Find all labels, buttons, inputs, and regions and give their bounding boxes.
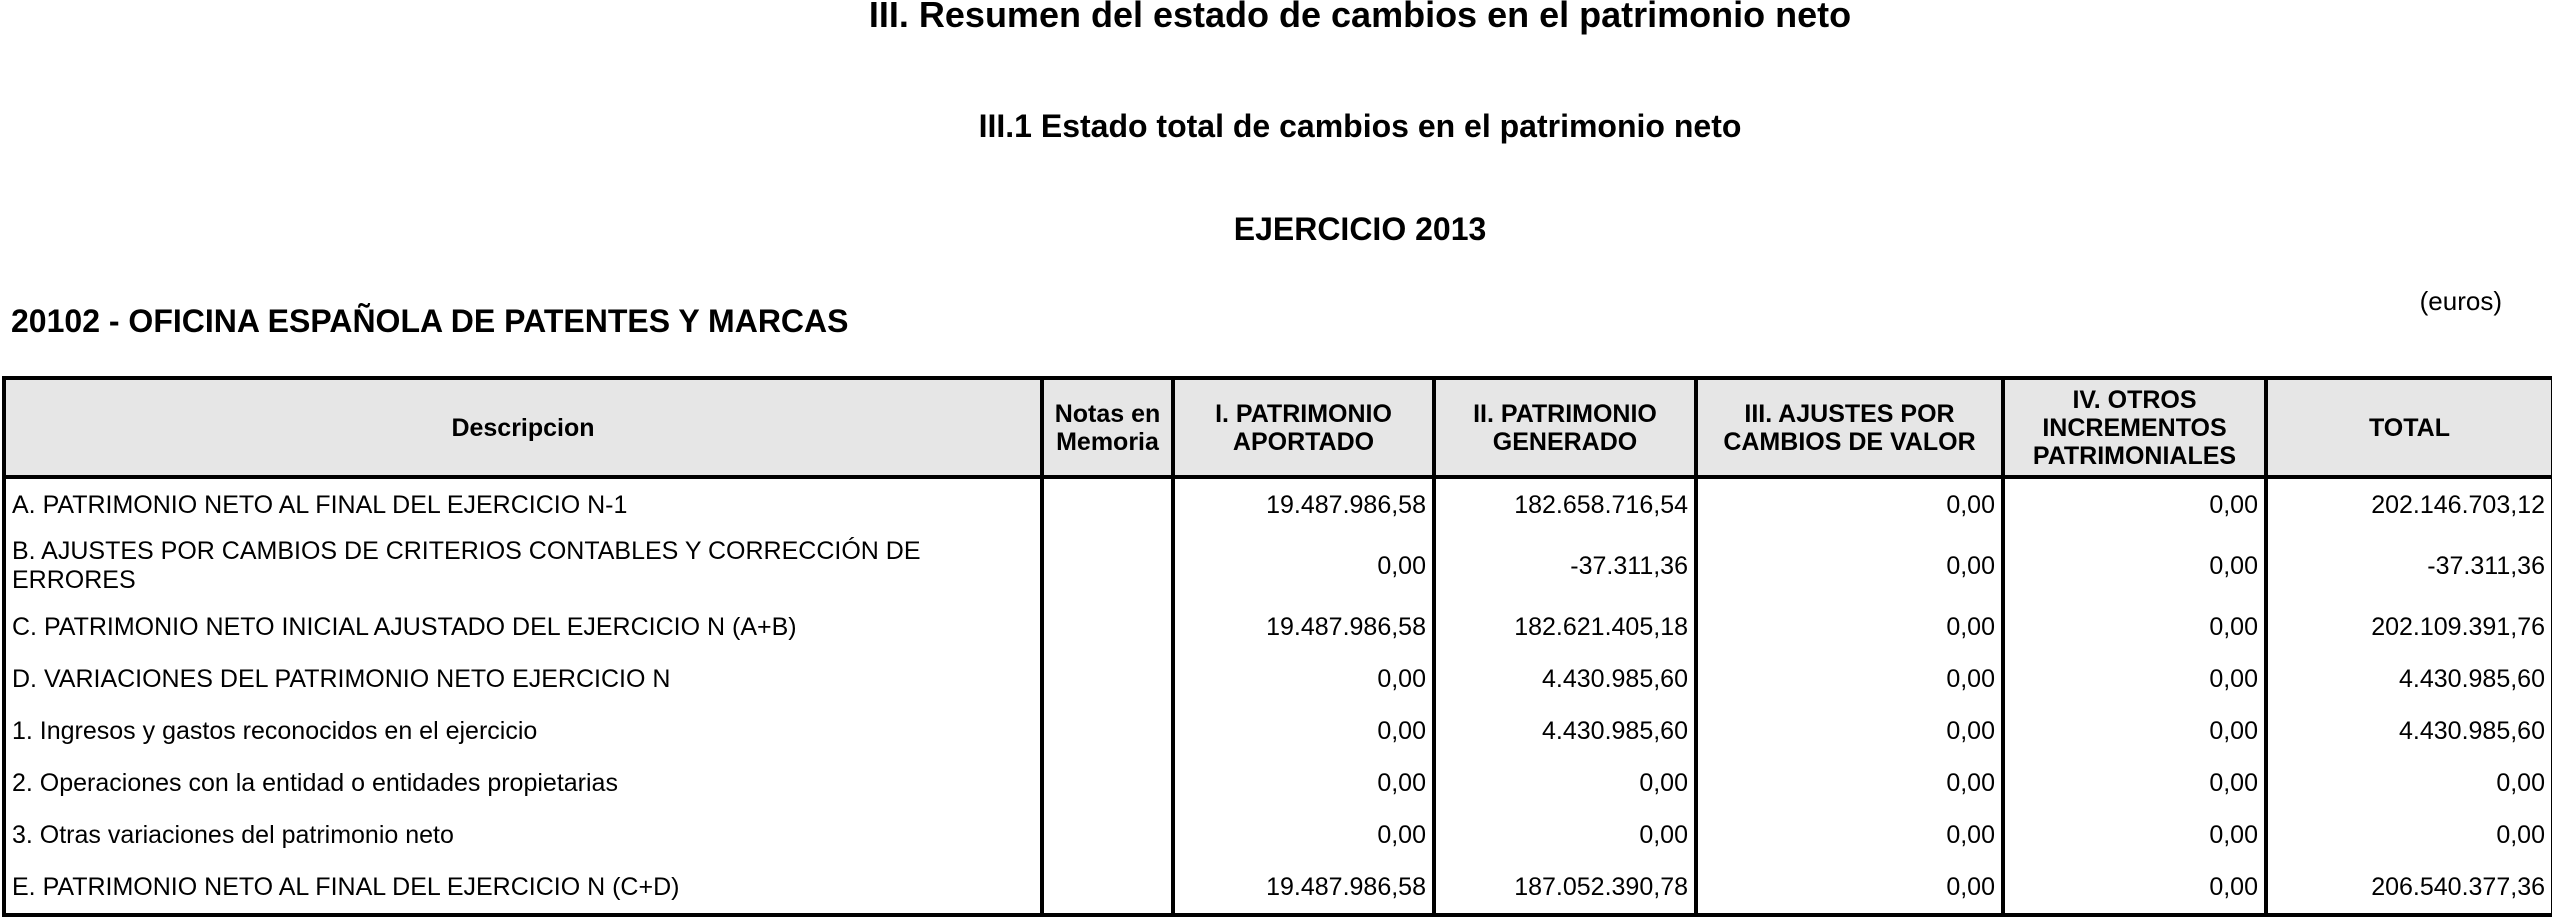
row-notas bbox=[1042, 601, 1173, 653]
row-total: 202.146.703,12 bbox=[2266, 477, 2552, 531]
row-total: 4.430.985,60 bbox=[2266, 705, 2552, 757]
row-otros-incrementos: 0,00 bbox=[2003, 601, 2266, 653]
header-patrimonio-generado: II. PATRIMONIO GENERADO bbox=[1434, 378, 1696, 477]
row-patrimonio-generado: -37.311,36 bbox=[1434, 531, 1696, 601]
row-total: 206.540.377,36 bbox=[2266, 861, 2552, 915]
row-notas bbox=[1042, 705, 1173, 757]
table-header-row bbox=[4, 378, 2552, 477]
header-total: TOTAL bbox=[2266, 378, 2552, 477]
row-patrimonio-aportado: 19.487.986,58 bbox=[1173, 861, 1434, 915]
entity-name: 20102 - OFICINA ESPAÑOLA DE PATENTES Y MARCAS bbox=[11, 303, 849, 339]
equity-changes-table bbox=[2, 376, 2552, 917]
units-label: (euros) bbox=[2419, 286, 2502, 316]
row-ajustes: 0,00 bbox=[1696, 705, 2003, 757]
table-row bbox=[4, 861, 2552, 915]
row-patrimonio-aportado: 0,00 bbox=[1173, 705, 1434, 757]
row-otros-incrementos: 0,00 bbox=[2003, 653, 2266, 705]
row-notas bbox=[1042, 477, 1173, 531]
row-patrimonio-aportado: 0,00 bbox=[1173, 757, 1434, 809]
row-patrimonio-aportado: 0,00 bbox=[1173, 809, 1434, 861]
row-patrimonio-aportado: 0,00 bbox=[1173, 653, 1434, 705]
table-row bbox=[4, 757, 2552, 809]
row-notas bbox=[1042, 653, 1173, 705]
row-otros-incrementos: 0,00 bbox=[2003, 531, 2266, 601]
table-row bbox=[4, 653, 2552, 705]
row-patrimonio-generado: 4.430.985,60 bbox=[1434, 653, 1696, 705]
row-patrimonio-generado: 4.430.985,60 bbox=[1434, 705, 1696, 757]
fiscal-year-heading: EJERCICIO 2013 bbox=[1233, 211, 1487, 247]
row-otros-incrementos: 0,00 bbox=[2003, 477, 2266, 531]
row-patrimonio-aportado: 19.487.986,58 bbox=[1173, 477, 1434, 531]
row-description: 2. Operaciones con la entidad o entidades propietarias bbox=[4, 757, 1042, 809]
header-patrimonio-aportado: I. PATRIMONIO APORTADO bbox=[1173, 378, 1434, 477]
table-row bbox=[4, 705, 2552, 757]
row-total: -37.311,36 bbox=[2266, 531, 2552, 601]
row-patrimonio-generado: 0,00 bbox=[1434, 757, 1696, 809]
row-description: 1. Ingresos y gastos reconocidos en el ejercicio bbox=[4, 705, 1042, 757]
row-description: C. PATRIMONIO NETO INICIAL AJUSTADO DEL EJERCICIO N (A+B) bbox=[4, 601, 1042, 653]
header-ajustes: III. AJUSTES POR CAMBIOS DE VALOR bbox=[1696, 378, 2003, 477]
table-row bbox=[4, 477, 2552, 531]
header-descripcion: Descripcion bbox=[4, 378, 1042, 477]
page-title: III. Resumen del estado de cambios en el patrimonio neto bbox=[868, 0, 1852, 35]
row-patrimonio-generado: 182.621.405,18 bbox=[1434, 601, 1696, 653]
row-description: B. AJUSTES POR CAMBIOS DE CRITERIOS CONTABLES Y CORRECCIÓN DE ERRORES bbox=[4, 531, 1042, 601]
row-patrimonio-generado: 0,00 bbox=[1434, 809, 1696, 861]
row-ajustes: 0,00 bbox=[1696, 809, 2003, 861]
row-patrimonio-aportado: 0,00 bbox=[1173, 531, 1434, 601]
row-total: 0,00 bbox=[2266, 809, 2552, 861]
row-otros-incrementos: 0,00 bbox=[2003, 809, 2266, 861]
row-patrimonio-aportado: 19.487.986,58 bbox=[1173, 601, 1434, 653]
row-total: 202.109.391,76 bbox=[2266, 601, 2552, 653]
row-notas bbox=[1042, 757, 1173, 809]
row-notas bbox=[1042, 531, 1173, 601]
row-total: 0,00 bbox=[2266, 757, 2552, 809]
row-ajustes: 0,00 bbox=[1696, 861, 2003, 915]
table-row bbox=[4, 531, 2552, 601]
row-description: D. VARIACIONES DEL PATRIMONIO NETO EJERCICIO N bbox=[4, 653, 1042, 705]
header-otros-incrementos: IV. OTROS INCREMENTOS PATRIMONIALES bbox=[2003, 378, 2266, 477]
row-notas bbox=[1042, 861, 1173, 915]
header-notas: Notas en Memoria bbox=[1042, 378, 1173, 477]
table-row bbox=[4, 809, 2552, 861]
row-patrimonio-generado: 182.658.716,54 bbox=[1434, 477, 1696, 531]
row-patrimonio-generado: 187.052.390,78 bbox=[1434, 861, 1696, 915]
row-ajustes: 0,00 bbox=[1696, 531, 2003, 601]
row-description: A. PATRIMONIO NETO AL FINAL DEL EJERCICIO N-1 bbox=[4, 477, 1042, 531]
row-notas bbox=[1042, 809, 1173, 861]
row-otros-incrementos: 0,00 bbox=[2003, 861, 2266, 915]
row-description: E. PATRIMONIO NETO AL FINAL DEL EJERCICIO N (C+D) bbox=[4, 861, 1042, 915]
row-ajustes: 0,00 bbox=[1696, 653, 2003, 705]
table-row bbox=[4, 601, 2552, 653]
row-ajustes: 0,00 bbox=[1696, 477, 2003, 531]
row-ajustes: 0,00 bbox=[1696, 601, 2003, 653]
row-otros-incrementos: 0,00 bbox=[2003, 705, 2266, 757]
row-total: 4.430.985,60 bbox=[2266, 653, 2552, 705]
row-ajustes: 0,00 bbox=[1696, 757, 2003, 809]
section-subtitle: III.1 Estado total de cambios en el patrimonio neto bbox=[978, 108, 1742, 144]
row-description: 3. Otras variaciones del patrimonio neto bbox=[4, 809, 1042, 861]
row-otros-incrementos: 0,00 bbox=[2003, 757, 2266, 809]
